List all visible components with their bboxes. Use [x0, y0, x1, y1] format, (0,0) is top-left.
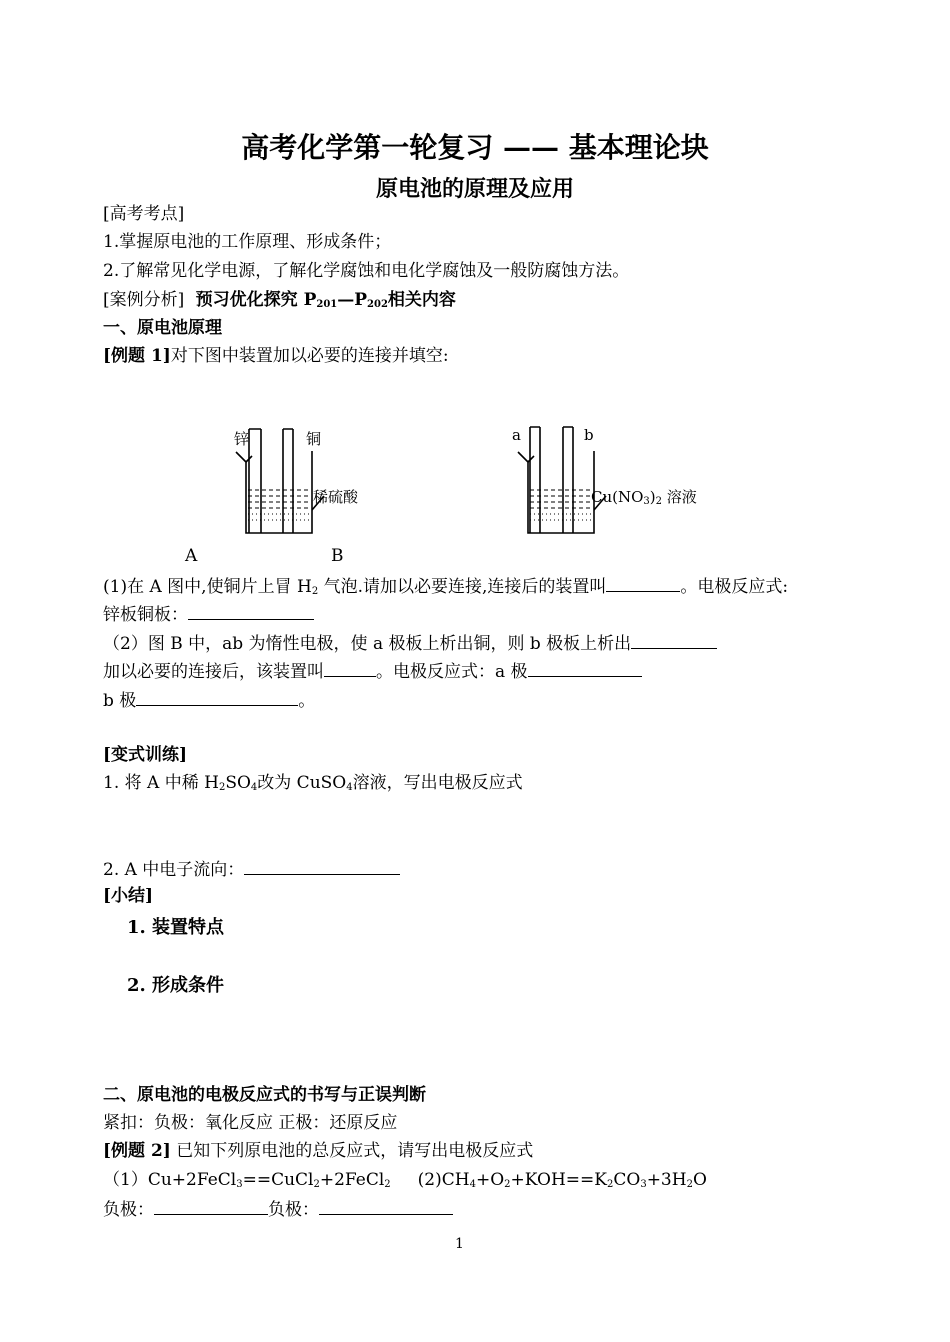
- answer-blank[interactable]: [606, 575, 680, 592]
- summary-item-1: 1. 装置特点: [127, 917, 225, 938]
- answer-blank[interactable]: [528, 660, 642, 677]
- variant-question-2: 2. A 中电子流向：: [103, 858, 400, 880]
- answer-blank[interactable]: [136, 689, 298, 706]
- case-header: [案例分析]: [103, 290, 185, 310]
- question-2-line-2: 加以必要的连接后，该装置叫 。电极反应式：a 极: [103, 660, 642, 682]
- answer-blank[interactable]: [244, 858, 400, 875]
- exam-point-1: 1.掌握原电池的工作原理、形成条件；: [103, 232, 392, 252]
- example-2-text: 已知下列原电池的总反应式，请写出电极反应式: [170, 1141, 534, 1161]
- zinc-label: 锌: [234, 430, 250, 448]
- example-2: [103, 1141, 533, 1161]
- example-2-tag: [例题 2]: [103, 1141, 171, 1161]
- question-2-line-3: b 极 。: [103, 691, 316, 711]
- exam-point-2: 2.了解常见化学电源，了解化学腐蚀和电化学腐蚀及一般防腐蚀方法。: [103, 261, 630, 281]
- section-1-heading: 一、原电池原理: [103, 318, 222, 338]
- question-1-line-2: 锌板铜板：: [103, 603, 314, 625]
- page-subtitle: 原电池的原理及应用: [375, 176, 574, 202]
- dilute-sulfuric-acid-label: 稀硫酸: [313, 488, 359, 506]
- example-1-tag: [例题 1]: [103, 346, 171, 366]
- electrode-b-label: b: [584, 426, 594, 444]
- page-number: 1: [455, 1236, 464, 1252]
- copper-nitrate-label: $Cu(NO_3)_2$ 溶液: [591, 488, 697, 507]
- section-2-heading: 二、原电池的电极反应式的书写与正误判断: [103, 1085, 426, 1105]
- example-1-text: 对下图中装置加以必要的连接并填空:: [170, 346, 449, 366]
- exam-points-header: [高考考点]: [103, 204, 185, 224]
- page-title: 高考化学第一轮复习 —— 基本理论块: [241, 131, 709, 164]
- copper-label: 铜: [306, 430, 322, 448]
- answer-blank[interactable]: [324, 660, 376, 677]
- figure-label-b: B: [331, 546, 344, 566]
- example-2-answers: 负极： 负极：: [103, 1198, 453, 1220]
- electrode-tip: 紧扣：负极：氧化反应 正极：还原反应: [103, 1113, 398, 1133]
- electrode-a-label: a: [512, 426, 521, 444]
- answer-blank[interactable]: [154, 1198, 268, 1215]
- answer-blank[interactable]: [631, 632, 717, 649]
- case-reference: 预习优化探究 $P_{201}—P_{202}$相关内容: [195, 290, 456, 310]
- beaker-diagram: [0, 0, 950, 580]
- figure-label-a: A: [185, 546, 198, 566]
- example-2-equations: （1）Cu+2FeCl$_3$==CuCl$_2$+2FeCl$_2$ $(2)CH_4+O_2+KOH==K_2CO_3+3H_2O$: [103, 1170, 707, 1190]
- answer-blank[interactable]: [319, 1198, 453, 1215]
- variant-header: [变式训练]: [103, 745, 188, 765]
- question-2-line-1: （2）图 B 中，ab 为惰性电极，使 a 极板上析出铜，则 b 极板上析出: [103, 632, 717, 654]
- summary-header: [小结]: [103, 886, 154, 906]
- variant-question-1: 1. 将 A 中稀 $H_2SO_4$改为 CuSO$_4$溶液，写出电极反应式: [103, 773, 523, 793]
- answer-blank[interactable]: [188, 603, 314, 620]
- question-1-line-1: (1)在 A 图中,使铜片上冒 $H_2$ 气泡.请加以必要连接,连接后的装置叫 。电极反应式:: [103, 577, 789, 597]
- summary-item-2: 2. 形成条件: [127, 975, 225, 996]
